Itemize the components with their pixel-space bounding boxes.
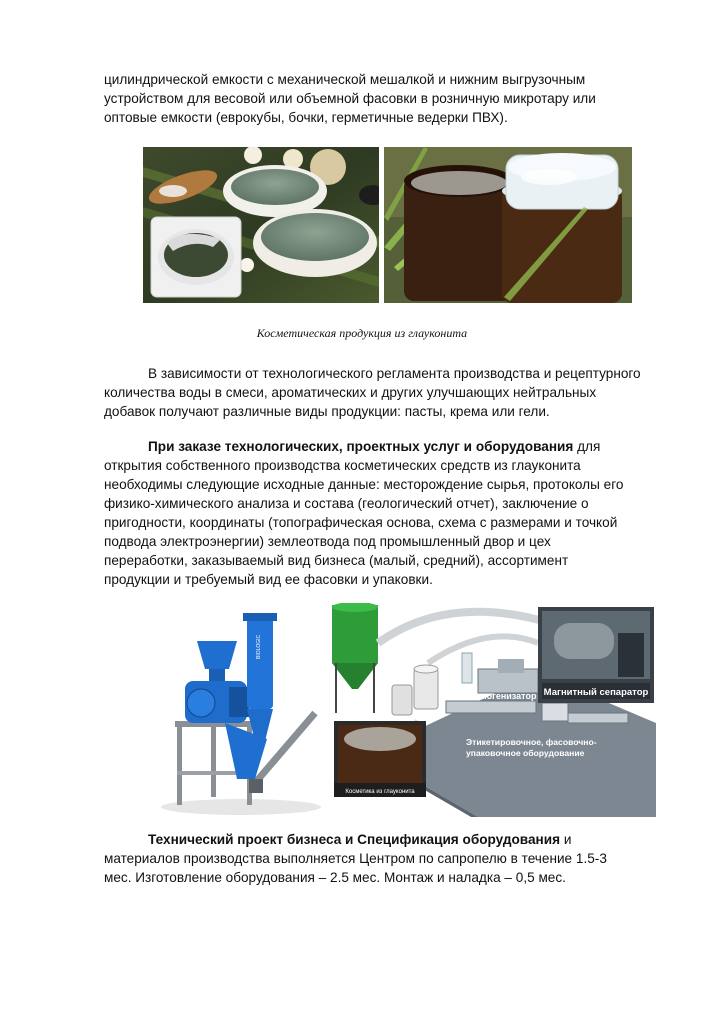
production-line-diagram — [328, 603, 656, 817]
label-packaging-line: Этикетировочное, фасовочно- — [466, 737, 597, 747]
label-product-inset: Косметика из глауконита — [345, 789, 415, 795]
text-line: добавок получают различные виды продукции: пасты, крема или гели. — [104, 404, 550, 419]
label-magnetic-separator: Магнитный сепаратор — [543, 687, 649, 698]
text-line: необходимы следующие исходные данные: месторождение сырья, протоколы его — [104, 477, 624, 492]
text-fragment: и — [560, 832, 572, 847]
brand-label: BIOLOGIC — [256, 634, 262, 659]
text-line: открытия собственного производства косметических средств из глауконита — [104, 458, 581, 473]
text-fragment: для — [573, 439, 601, 454]
project-timing-paragraph — [104, 830, 644, 887]
order-requirements-paragraph — [104, 437, 644, 589]
label-packaging-line-2: упаковочное оборудование — [466, 748, 585, 758]
text-line: материалов производства выполняется Центром по сапропелю в течение 1.5-3 — [104, 851, 607, 866]
cosmetic-clay-bowls-photo — [143, 147, 379, 303]
bold-lead: Технический проект бизнеса и Спецификация оборудования — [148, 832, 561, 847]
text-line: подвода электроэнергии) землеотвода под промышленный двор и цех — [104, 534, 551, 549]
text-line: В зависимости от технологического регламента производства и рецептурного — [148, 366, 641, 381]
text-line: мес. Изготовление оборудования – 2.5 мес. Монтаж и наладка – 0,5 мес. — [104, 870, 566, 885]
text-line: количества воды в смеси, ароматических и других улучшающих нейтральных — [104, 385, 597, 400]
bold-lead: При заказе технологических, проектных услуг и оборудования — [148, 439, 574, 454]
text-line: оптовые емкости (еврокубы, бочки, герметичные ведерки ПВХ). — [104, 110, 508, 125]
text-line: переработки, заказываемый вид бизнеса (малый, средний), ассортимент — [104, 553, 569, 568]
text-line: физико-химического анализа и состава (геологический отчет), заключение о — [104, 496, 589, 511]
text-line: продукции и требуемый вид ее фасовки и упаковки. — [104, 572, 433, 587]
products-paragraph — [104, 364, 644, 421]
intro-paragraph — [104, 70, 644, 127]
figure-caption: Косметическая продукция из глауконита — [256, 326, 468, 340]
clay-jars-photo — [384, 147, 632, 303]
text-line: пригодности, координаты (топографическая основа, схема с размерами и точкой — [104, 515, 618, 530]
text-line: цилиндрической емкости с механической мешалкой и нижним выгрузочным — [104, 72, 586, 87]
mill-equipment-photo — [155, 603, 327, 817]
label-homogenizer: Гомогенизатор — [470, 691, 537, 701]
text-line: устройством для весовой или объемной фасовки в розничную микротару или — [104, 91, 596, 106]
